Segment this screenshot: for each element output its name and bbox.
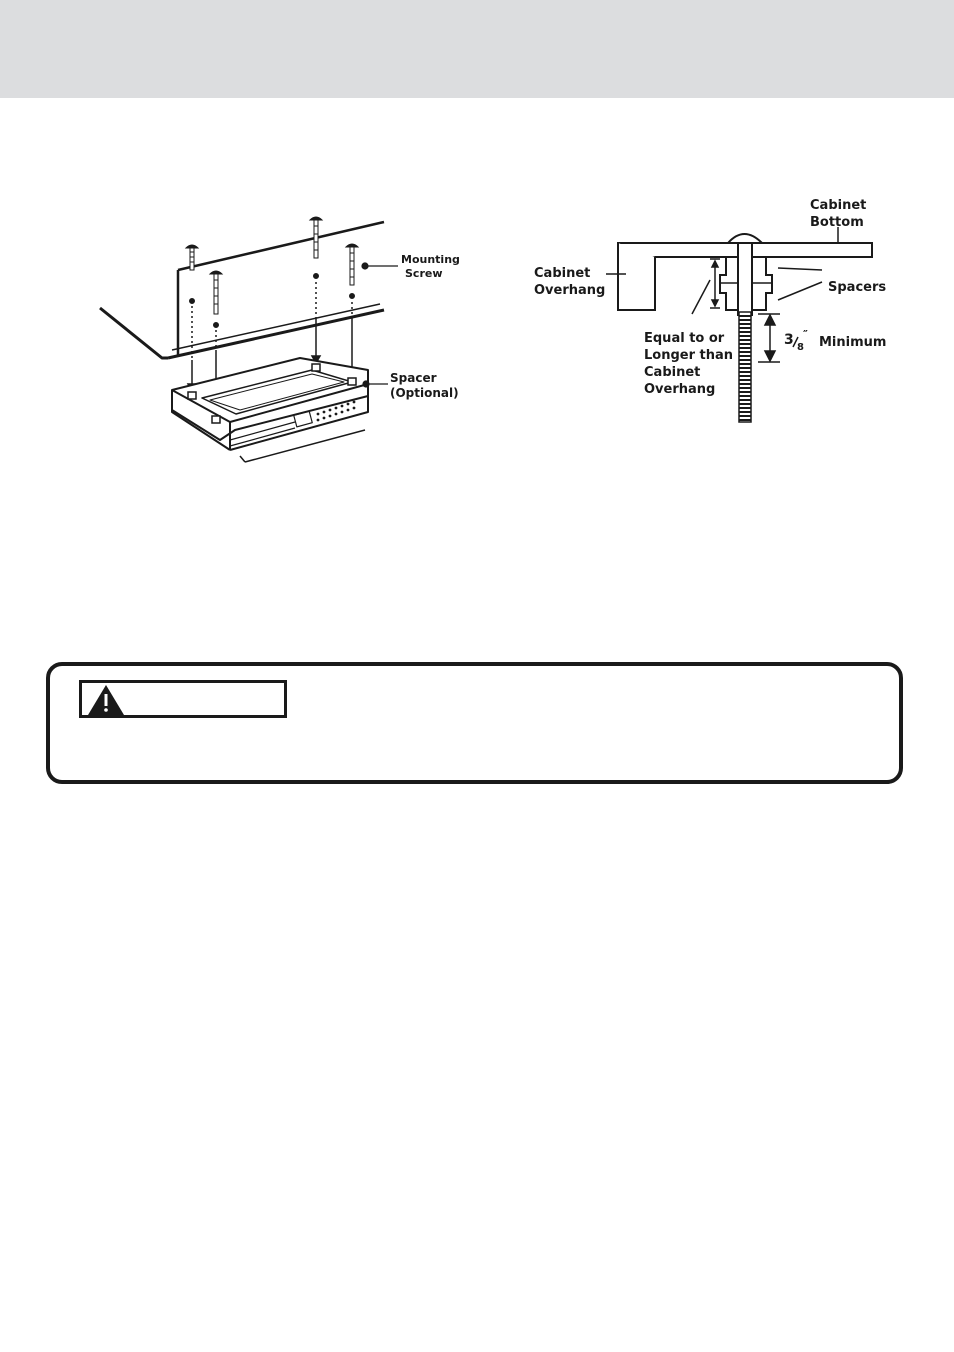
cabinet-bottom-label-1: Cabinet — [810, 198, 867, 213]
mounting-screw-label-2: Screw — [405, 267, 443, 280]
cabinet-drawing — [100, 222, 384, 358]
spacer-label-1: Spacer — [390, 371, 437, 385]
equal-label-2: Longer than — [644, 348, 734, 363]
under-cabinet-unit — [172, 358, 368, 462]
spacer-pointers — [778, 268, 822, 300]
screw-shaft — [738, 243, 752, 315]
spacers-label: Spacers — [828, 280, 887, 295]
cross-section-diagram — [520, 190, 900, 430]
header-band — [0, 0, 954, 98]
screw-right-back — [310, 217, 322, 318]
minimum-denominator: 8 — [797, 342, 804, 353]
warning-box — [46, 662, 903, 784]
mounting-screw-label-1: Mounting — [401, 253, 460, 266]
equal-label-1: Equal to or — [644, 331, 725, 346]
minimum-label: Minimum — [819, 335, 887, 350]
minimum-numerator: 3 — [784, 332, 794, 348]
screw-left-front — [210, 271, 222, 350]
warning-tab — [79, 680, 287, 718]
mounting-illustration — [90, 200, 480, 480]
cabinet-bottom-label-2: Bottom — [810, 215, 864, 230]
equal-label-4: Overhang — [644, 382, 716, 397]
screw-left-back — [186, 245, 198, 360]
warning-triangle-icon — [86, 683, 126, 717]
equal-label-3: Cabinet — [644, 365, 701, 380]
screw-threads — [739, 312, 751, 422]
cabinet-overhang-label-2: Overhang — [534, 283, 606, 298]
screw-head — [728, 234, 762, 243]
cabinet-overhang-label-1: Cabinet — [534, 266, 591, 281]
inch-mark: ″ — [803, 328, 808, 341]
screw-right-front — [346, 244, 358, 318]
label-leaders — [362, 263, 398, 387]
spacer-label-2: (Optional) — [390, 386, 459, 400]
